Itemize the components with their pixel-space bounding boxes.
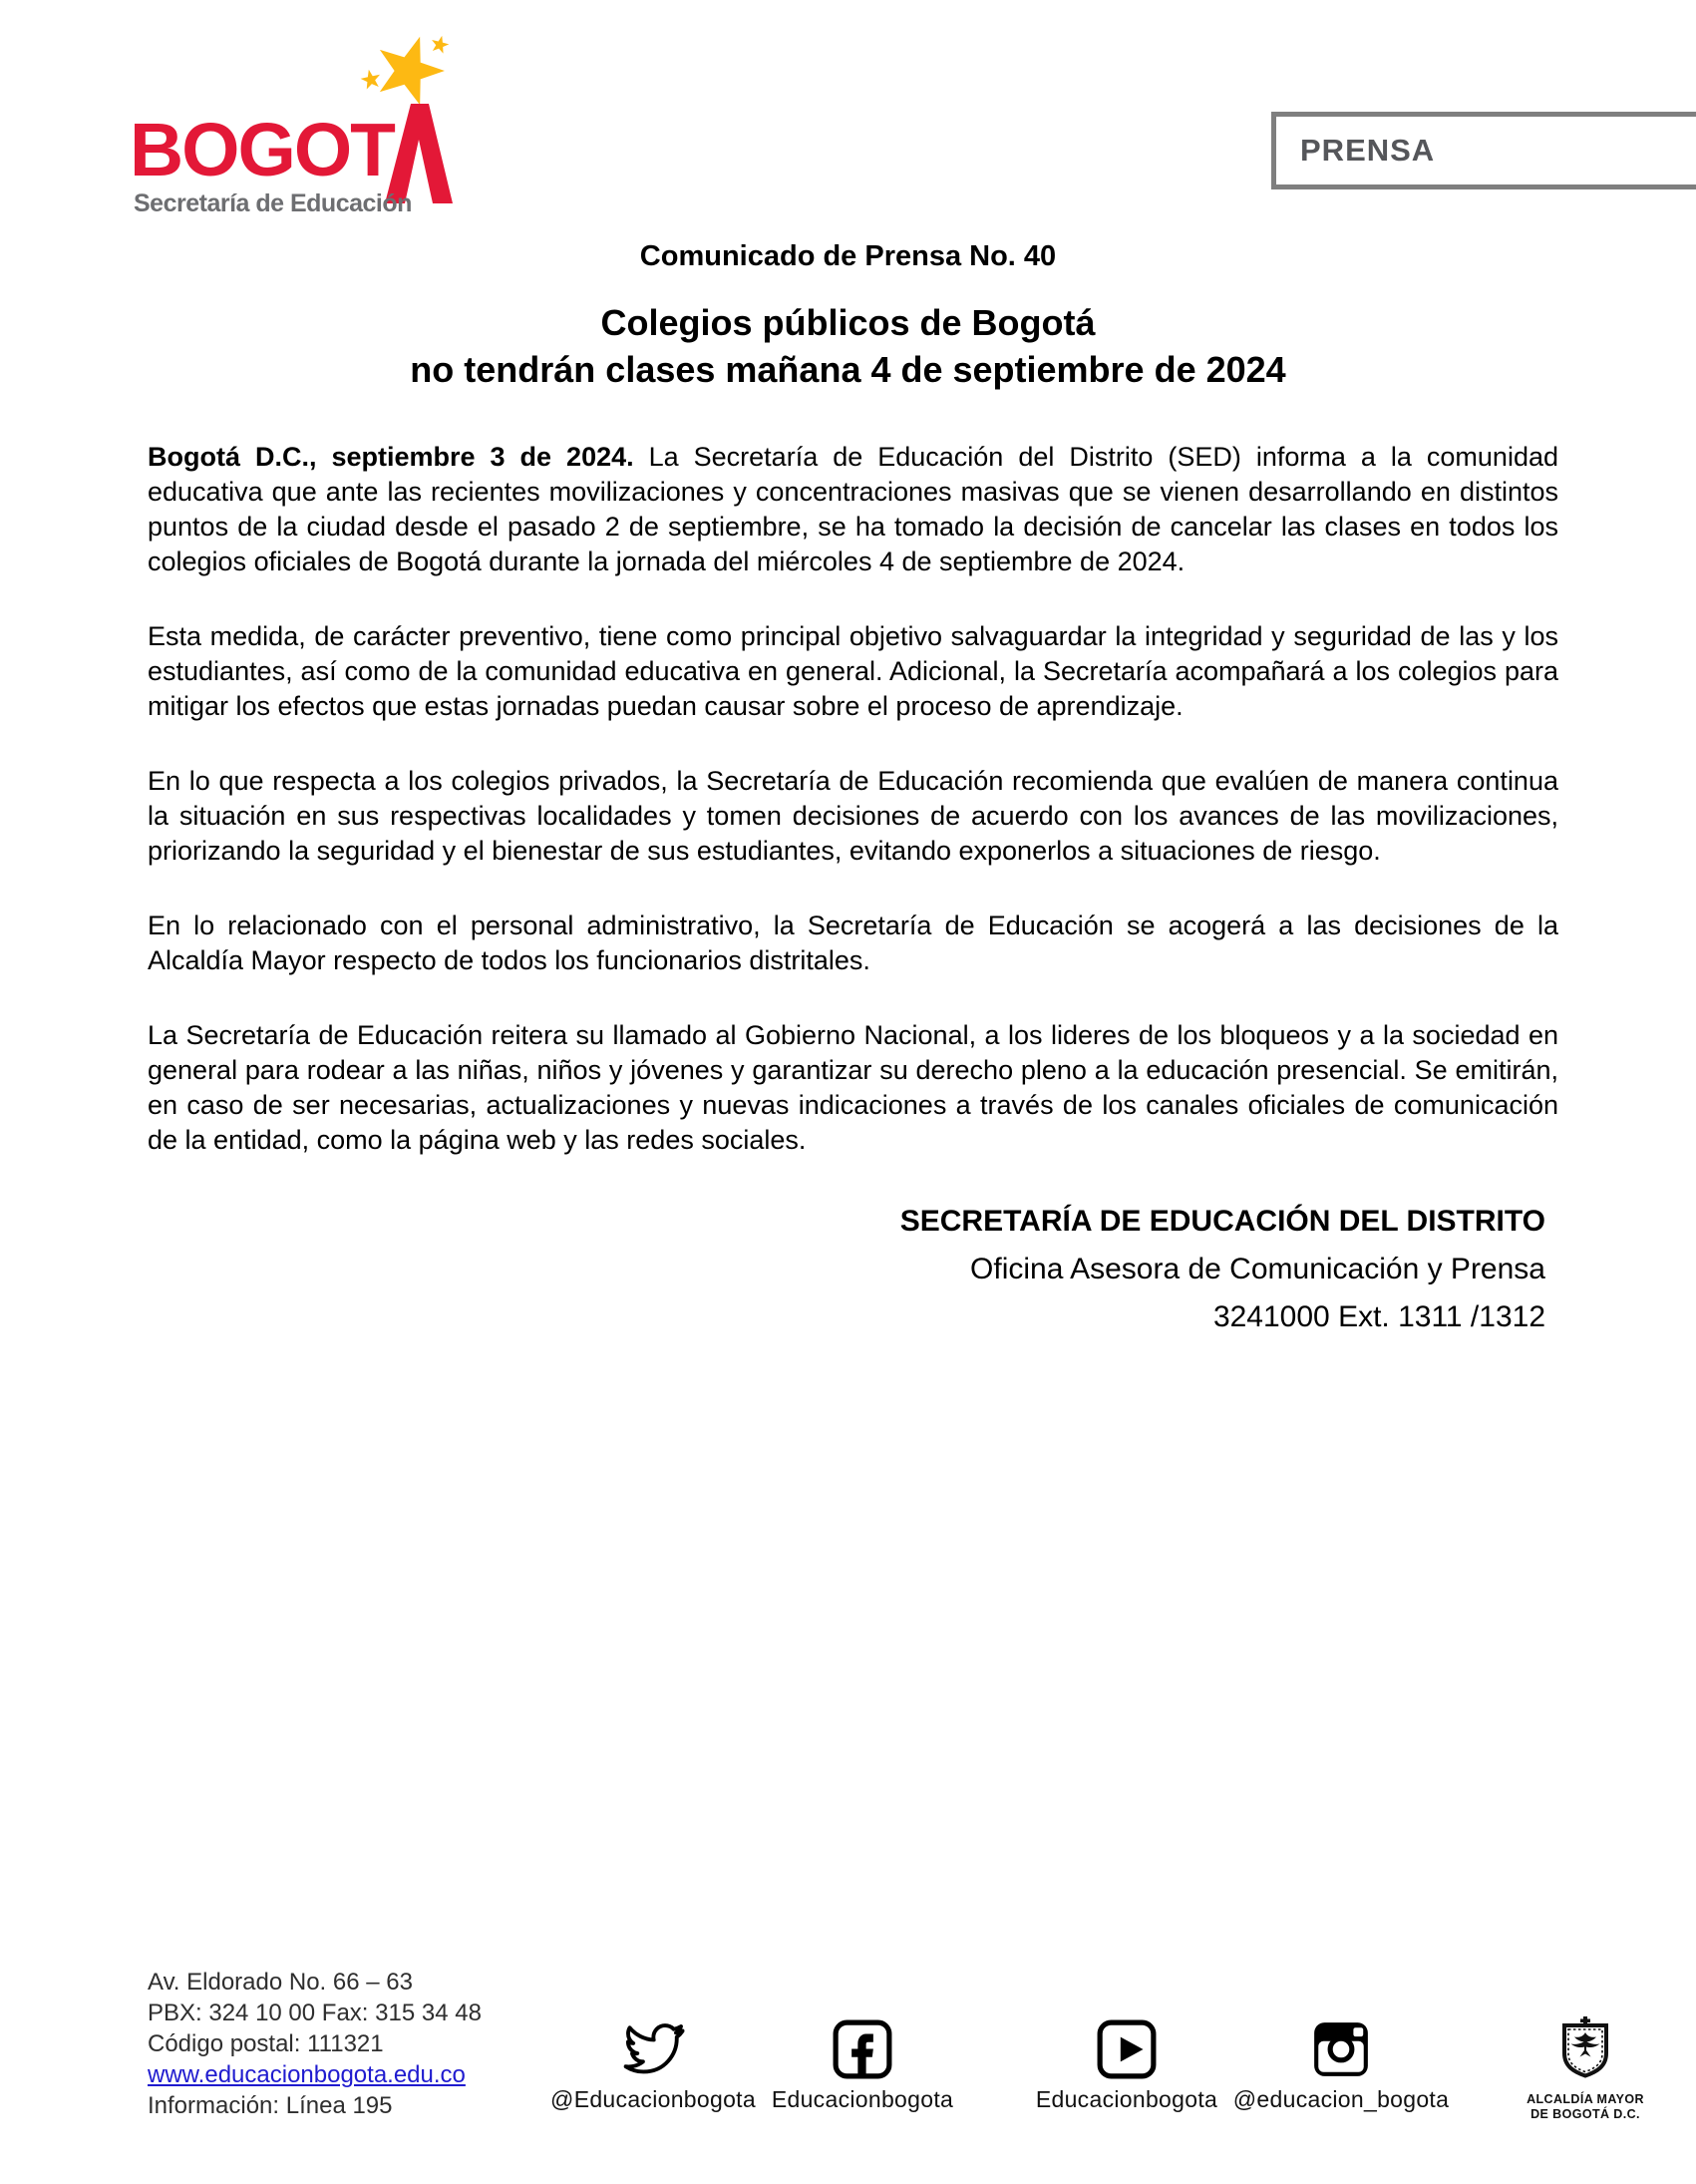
paragraph-3: En lo que respecta a los colegios privados, la Secretaría de Educación recomienda que evalúen de manera continua la situación en sus respectivas localidades y tomen decisiones de acuerdo con los avances de las movilizaciones, priorizando la seguridad y el bienestar de sus estudiantes, evitando exponerlos a situaciones de riesgo.: [148, 766, 1558, 866]
logo-wordmark: BOGOT: [130, 108, 394, 191]
paragraph-4: En lo relacionado con el personal administrativo, la Secretaría de Educación se acogerá a las decisiones de la Alcaldía Mayor respecto de todos los funcionarios distritales.: [148, 910, 1558, 975]
youtube-handle[interactable]: Educacionbogota: [1035, 2086, 1218, 2112]
paragraph-2: Esta medida, de carácter preventivo, tiene como principal objetivo salvaguardar la integridad y seguridad de las y los estudiantes, así como de la comunidad educativa en general. Adicional, la Secretaría acompañará a los colegios para mitigar los efectos que estas jornadas puedan causar sobre el proceso de aprendizaje.: [148, 621, 1558, 721]
title-line-2: no tendrán clases mañana 4 de septiembre de 2024: [410, 349, 1286, 390]
facebook-handle[interactable]: Educacionbogota: [771, 2086, 954, 2112]
signature-entity: SECRETARÍA DE EDUCACIÓN DEL DISTRITO: [899, 1205, 1545, 1238]
phone-line: PBX: 324 10 00 Fax: 315 34 48: [148, 2000, 482, 2026]
paragraph-5: La Secretaría de Educación reitera su llamado al Gobierno Nacional, a los lideres de los bloqueos y a la sociedad en general para rodear a las niñas, niños y jóvenes y garantizar su derecho pleno a la educación presencial. Se emitirán, en caso de ser necesarias, actualizaciones y nuevas indicaciones a través de los canales oficiales de comunicación de la entidad, como la página web y las redes sociales.: [148, 1020, 1558, 1155]
footer-address-block: [148, 1967, 482, 2121]
prensa-stamp: [1271, 112, 1696, 189]
youtube-icon: [1096, 2018, 1158, 2080]
paragraph-1: [148, 440, 1558, 579]
facebook-icon: [832, 2018, 893, 2080]
info-line: Información: Línea 195: [148, 2092, 393, 2119]
crest-label-line1: ALCALDÍA MAYOR: [1526, 2092, 1644, 2106]
logo-subtitle: Secretaría de Educación: [134, 189, 412, 217]
signature-office: Oficina Asesora de Comunicación y Prensa: [970, 1253, 1545, 1285]
document-title: [0, 299, 1696, 393]
small-star-icon: [359, 68, 382, 91]
address-line: Av. Eldorado No. 66 – 63: [148, 1969, 413, 1996]
twitter-handle[interactable]: @Educacionbogota: [550, 2086, 756, 2112]
document-kicker: Comunicado de Prensa No. 40: [639, 240, 1057, 272]
prensa-label: PRENSA: [1300, 133, 1436, 168]
social-facebook[interactable]: [723, 2012, 1002, 2113]
title-line-1: Colegios públicos de Bogotá: [600, 302, 1096, 343]
alcaldia-crest: [1491, 2016, 1680, 2122]
social-instagram[interactable]: [1201, 2012, 1481, 2113]
paragraph-1-dateline: Bogotá D.C., septiembre 3 de 2024.: [148, 442, 634, 472]
twitter-icon: [616, 2018, 690, 2080]
postal-code-line: Código postal: 111321: [148, 2030, 384, 2057]
instagram-handle[interactable]: @educacion_bogota: [1232, 2086, 1450, 2112]
website-link[interactable]: www.educacionbogota.edu.co: [148, 2061, 466, 2088]
document-body: [148, 440, 1558, 1341]
alcaldia-shield-icon: [1555, 2016, 1615, 2082]
bogota-education-logo: [128, 28, 467, 217]
paragraph-1-text: La Secretaría de Educación del Distrito (SED) informa a la comunidad educativa que ante las recientes movilizaciones y concentraciones masivas que se vienen desarrollando en distintos puntos de la ciudad desde el pasado 2 de septiembre, se ha tomado la decisión de cancelar las clases en todos los colegios oficiales de Bogotá durante la jornada del miércoles 4 de septiembre de 2024.: [148, 442, 1558, 576]
small-star-icon: [430, 34, 451, 55]
instagram-icon: [1310, 2018, 1372, 2080]
bogota-logo-graphic: [128, 28, 467, 217]
signature-block: [148, 1198, 1558, 1341]
logo-letter-a-shape: [385, 104, 453, 203]
signature-phone: 3241000 Ext. 1311 /1312: [1212, 1300, 1545, 1333]
crest-label-line2: DE BOGOTÁ D.C.: [1530, 2107, 1640, 2121]
